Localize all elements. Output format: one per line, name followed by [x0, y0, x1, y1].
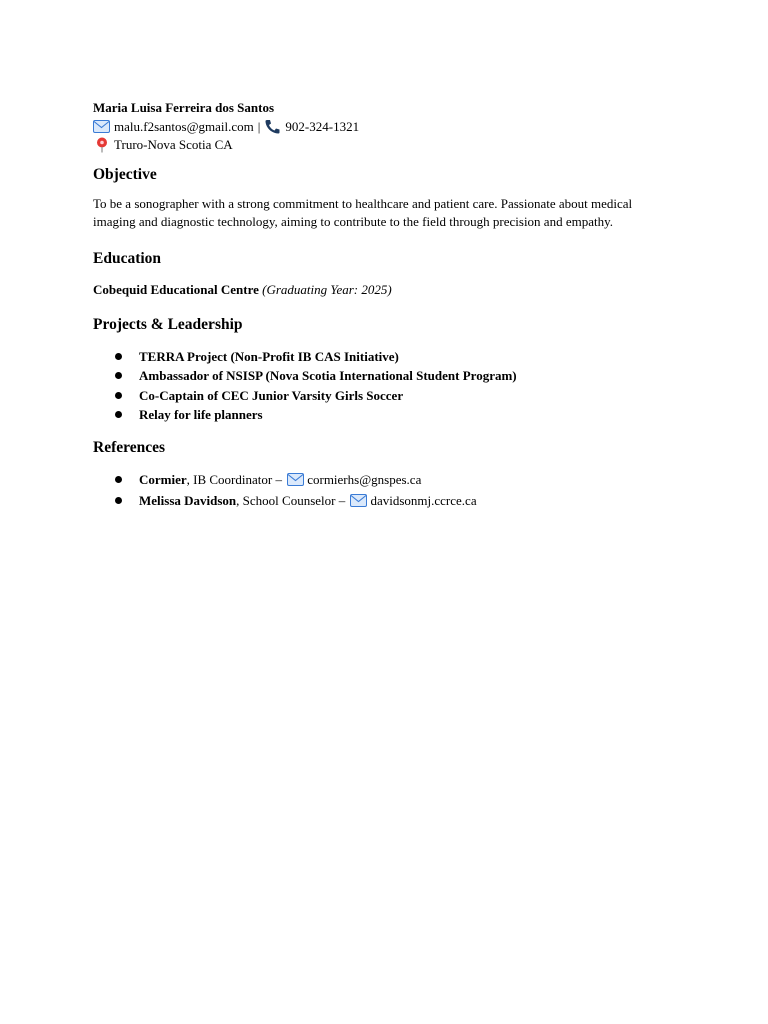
reference-email[interactable]: cormierhs@gnspes.ca	[307, 472, 422, 488]
contact-line	[93, 118, 673, 137]
phone-icon	[264, 120, 281, 134]
email-icon	[93, 120, 110, 134]
graduation-year: (Graduating Year: 2025)	[262, 281, 392, 297]
reference-name: Cormier	[139, 472, 187, 488]
location-line	[93, 136, 673, 155]
project-item: Relay for life planners	[139, 406, 263, 422]
list-item	[93, 470, 673, 491]
reference-role: , School Counselor –	[236, 493, 349, 509]
references-heading: References	[93, 439, 166, 457]
bullet-icon	[115, 392, 122, 399]
projects-list	[93, 347, 673, 424]
reference-email[interactable]: davidsonmj.ccrce.ca	[370, 493, 477, 509]
location-pin-icon	[93, 138, 110, 152]
list-item	[93, 405, 673, 424]
school-name: Cobequid Educational Centre	[93, 281, 259, 297]
email-address[interactable]: malu.f2santos@gmail.com	[114, 118, 254, 134]
bullet-icon	[115, 372, 122, 379]
resume-document	[93, 99, 673, 513]
list-item	[93, 491, 673, 512]
bullet-icon	[115, 497, 122, 504]
list-item	[93, 366, 673, 385]
reference-role: , IB Coordinator –	[186, 472, 286, 488]
location: Truro-Nova Scotia CA	[114, 137, 233, 152]
phone-number[interactable]: 902-324-1321	[285, 118, 360, 134]
education-heading: Education	[93, 249, 162, 267]
references-list	[93, 470, 673, 513]
candidate-name: Maria Luisa Ferreira dos Santos	[93, 100, 275, 115]
objective-heading: Objective	[93, 165, 157, 183]
bullet-icon	[115, 476, 122, 483]
email-icon	[287, 472, 304, 491]
project-item: Ambassador of NSISP (Nova Scotia International Student Program)	[139, 368, 517, 384]
contact-separator: |	[257, 118, 261, 134]
bullet-icon	[115, 411, 122, 418]
bullet-icon	[115, 353, 122, 360]
reference-name: Melissa Davidson	[139, 493, 237, 509]
list-item	[93, 347, 673, 366]
objective-text: To be a sonographer with a strong commitment to healthcare and patient care. Passionate about medical imaging and diagnostic technology, aiming to contribute to the field through precision and empathy.	[93, 195, 633, 229]
project-item: TERRA Project (Non-Profit IB CAS Initiative)	[139, 349, 399, 364]
education-entry	[93, 281, 673, 300]
projects-heading: Projects & Leadership	[93, 316, 243, 333]
email-icon	[350, 493, 367, 512]
list-item	[93, 386, 673, 405]
project-item: Co-Captain of CEC Junior Varsity Girls Soccer	[139, 387, 404, 403]
